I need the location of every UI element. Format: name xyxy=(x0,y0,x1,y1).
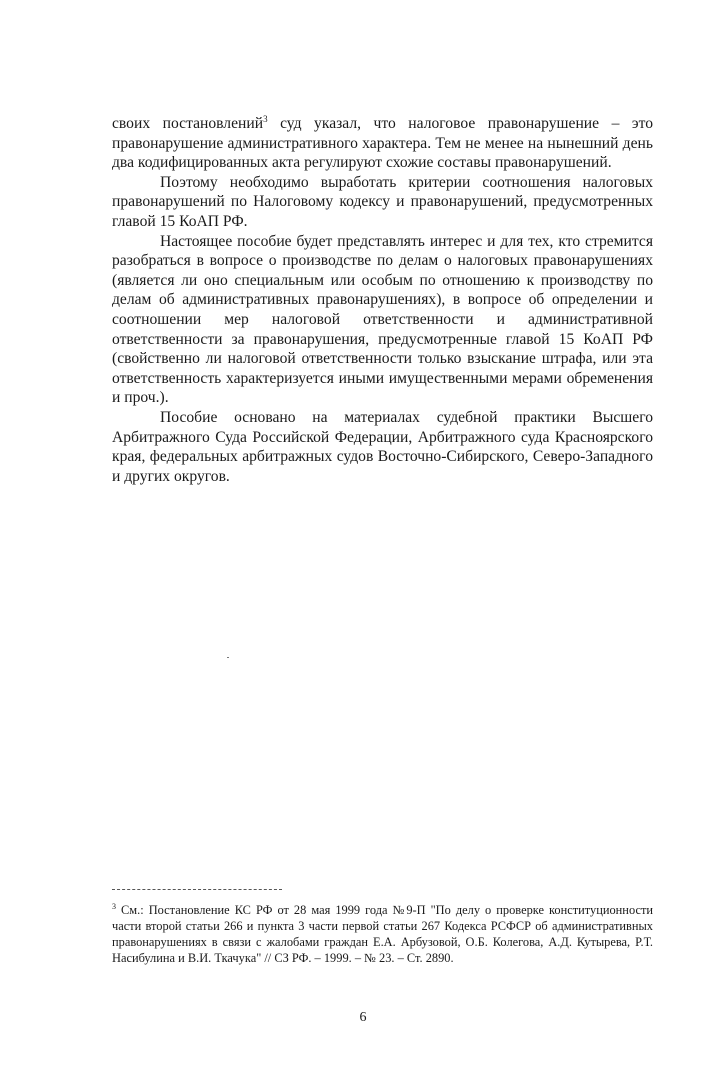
paragraph-1 xyxy=(112,114,653,173)
footnote xyxy=(112,902,653,966)
paragraph-4: Пособие основано на материалах судебной практики Высшего Арбитражного Суда Российской Федерации, Арбитражного суда Красноярского края, федеральных арбитражных судов Восточно-Сибирского, Северо-Западного и других округов. xyxy=(112,408,653,485)
scan-speck xyxy=(227,657,229,658)
footnote-text: См.: Постановление КС РФ от 28 мая 1999 года №9-П "По делу о проверке конституционности части второй статьи 266 и пункта 3 части первой статьи 267 Кодекса РСФСР об административных правонарушениях в связи с жалобами граждан Е.А. Арбузовой, О.Б. Колегова, А.Д. Кутырева, Р.Т. Насибулина и В.И. Ткачука" // СЗ РФ. – 1999. – № 23. – Ст. 2890. xyxy=(112,903,653,965)
page-number: 6 xyxy=(359,1010,367,1025)
paragraph-3: Настоящее пособие будет представлять интерес и для тех, кто стремится разобраться в вопросе о производстве по делам о налоговых правонарушениях (является ли оно специальным или особым по отношению к производству по делам об административных правонарушениях), в вопросе об определении и соотношении мер налоговой ответственности и административной ответственности за правонарушения, предусмотренные главой 15 КоАП РФ (свойственно ли налоговой ответственности только взыскание штрафа, или эта ответственность характеризуется иными имущественными мерами обременения и проч.). xyxy=(112,232,653,407)
footnote-reference: 3 xyxy=(263,114,268,124)
footnote-marker: 3 xyxy=(112,902,116,911)
body-text xyxy=(112,114,653,486)
paragraph-2: Поэтому необходимо выработать критерии соотношения налоговых правонарушений по Налоговому кодексу и правонарушений, предусмотренных главой 15 КоАП РФ. xyxy=(112,173,653,230)
paragraph-1-start: своих постановлений xyxy=(112,115,264,132)
paragraph-1-rest: суд указал, что налоговое правонарушение – это правонарушение административного характера. Тем не менее на нынешний день два кодифицированных акта регулируют схожие составы правонарушений. xyxy=(112,115,653,172)
footnote-separator xyxy=(112,889,282,890)
